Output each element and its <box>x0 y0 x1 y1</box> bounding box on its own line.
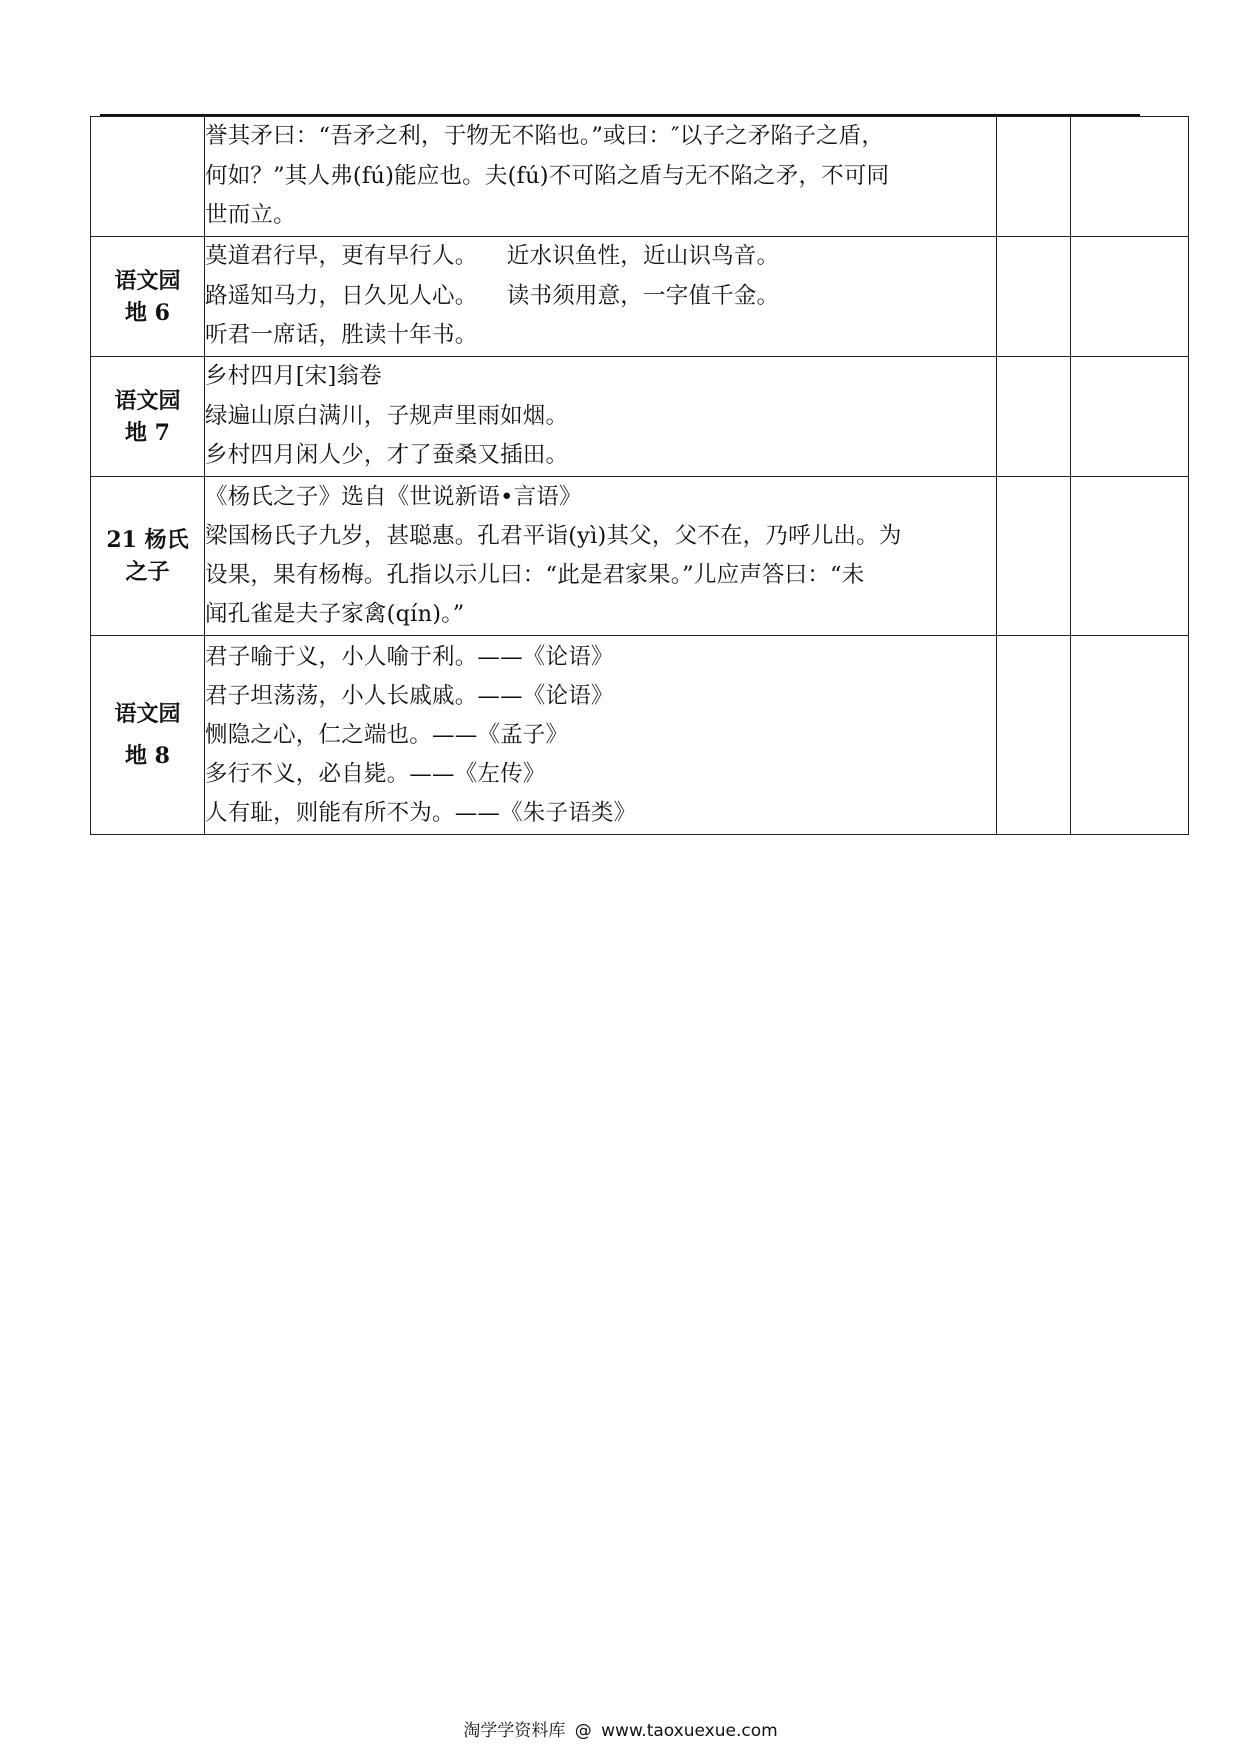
table-row <box>91 636 1189 835</box>
content-line: 莫道君行早，更有早行人。 近水识鱼性，近山识鸟音。 <box>205 243 780 270</box>
row-content <box>205 237 997 357</box>
content-line: 闻孔雀是夫子家禽(qín)。” <box>205 601 465 627</box>
row-content <box>205 357 997 477</box>
row-content <box>205 117 997 237</box>
row-title-line: 地 8 <box>125 743 170 769</box>
content-line: 何如？”其人弗(fú)能应也。夫(fú)不可陷之盾与无不陷之矛，不可同 <box>205 162 890 189</box>
content-line: 乡村四月[宋]翁卷 <box>205 363 382 390</box>
row-content <box>205 477 997 636</box>
content-line: 君子喻于义，小人喻于利。——《论语》 <box>205 643 614 670</box>
check-cell-2[interactable] <box>1071 237 1189 357</box>
row-title-line: 21 杨氏 <box>106 527 189 553</box>
row-title-line: 地 7 <box>125 419 170 446</box>
row-title-line: 语文园 <box>114 701 181 727</box>
check-cell-2[interactable] <box>1071 636 1189 835</box>
recitation-table <box>90 116 1189 835</box>
check-cell-2[interactable] <box>1071 117 1189 237</box>
check-cell-2[interactable] <box>1071 477 1189 636</box>
content-line: 设果，果有杨梅。孔指以示儿曰：“此是君家果。”儿应声答曰：“未 <box>205 562 865 588</box>
check-cell-1[interactable] <box>997 636 1071 835</box>
table-row <box>91 117 1189 237</box>
check-cell-2[interactable] <box>1071 357 1189 477</box>
content-line: 人有耻，则能有所不为。——《朱子语类》 <box>205 799 637 826</box>
table-row <box>91 357 1189 477</box>
content-line: 恻隐之心，仁之端也。——《孟子》 <box>205 721 569 748</box>
row-title-line: 之子 <box>125 559 170 585</box>
row-title <box>91 477 205 636</box>
content-line: 《杨氏之子》选自《世说新语•言语》 <box>205 484 582 510</box>
footer-at: @ <box>574 1721 592 1741</box>
row-title <box>91 357 205 477</box>
footer-url-link[interactable]: www.taoxuexue.com <box>601 1721 778 1741</box>
content-line: 路遥知马力，日久见人心。 读书须用意，一字值千金。 <box>205 282 780 309</box>
row-title <box>91 636 205 835</box>
row-title-line: 地 6 <box>125 299 170 326</box>
table-row <box>91 237 1189 357</box>
content-line: 绿遍山原白满川，子规声里雨如烟。 <box>205 402 569 429</box>
content-line: 梁国杨氏子九岁，甚聪惠。孔君平诣(yì)其父，父不在，乃呼儿出。为 <box>205 523 902 549</box>
row-title-line: 语文园 <box>114 387 181 414</box>
content-line: 君子坦荡荡，小人长戚戚。——《论语》 <box>205 682 614 709</box>
check-cell-1[interactable] <box>997 477 1071 636</box>
check-cell-1[interactable] <box>997 357 1071 477</box>
content-line: 多行不义，必自毙。——《左传》 <box>205 760 546 787</box>
row-content <box>205 636 997 835</box>
check-cell-1[interactable] <box>997 117 1071 237</box>
page-footer <box>0 1716 1241 1741</box>
content-line: 誉其矛曰：“吾矛之利，于物无不陷也。”或曰：″以子之矛陷子之盾， <box>205 123 885 150</box>
content-line: 世而立。 <box>205 202 296 229</box>
check-cell-1[interactable] <box>997 237 1071 357</box>
content-line: 乡村四月闲人少，才了蚕桑又插田。 <box>205 442 569 469</box>
footer-site-name: 淘学学资料库 <box>463 1721 566 1741</box>
content-line: 听君一席话，胜读十年书。 <box>205 322 478 349</box>
table-row <box>91 477 1189 636</box>
row-title <box>91 117 205 237</box>
row-title-line: 语文园 <box>114 267 181 294</box>
row-title <box>91 237 205 357</box>
